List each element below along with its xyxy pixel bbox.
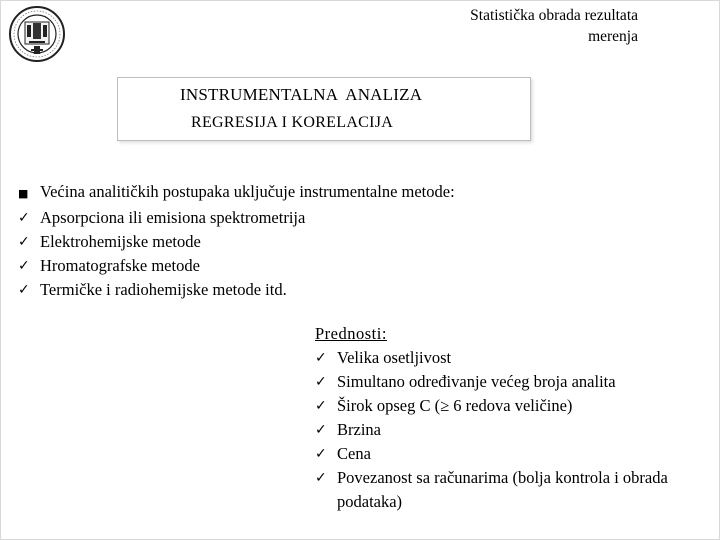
check-icon: ✓ xyxy=(315,446,327,462)
list-item-text: Povezanost sa računarima (bolja kontrola i obrada podataka) xyxy=(337,468,668,511)
list-item xyxy=(18,278,455,302)
intro-list xyxy=(18,180,455,302)
list-item-text: Širok opseg C (≥ 6 redova veličine) xyxy=(337,396,573,415)
list-item xyxy=(315,370,682,394)
check-icon: ✓ xyxy=(315,398,327,414)
advantages-list xyxy=(315,346,682,514)
list-item-text: Velika osetljivost xyxy=(337,348,452,367)
title-box xyxy=(117,77,531,141)
intro-lead-item xyxy=(18,180,455,206)
check-icon: ✓ xyxy=(315,374,327,390)
list-item xyxy=(315,466,682,514)
list-item-text: Simultano određivanje većeg broja analita xyxy=(337,372,616,391)
title-line-instrumental: INSTRUMENTALNA ANALIZA xyxy=(180,85,423,104)
header-title-line1: Statistička obrada rezultata xyxy=(470,7,638,24)
check-icon: ✓ xyxy=(18,234,30,250)
check-icon: ✓ xyxy=(18,282,30,298)
list-item xyxy=(315,346,682,370)
list-item-text: Hromatografske metode xyxy=(40,256,200,275)
check-icon: ✓ xyxy=(18,258,30,274)
check-icon: ✓ xyxy=(18,210,30,226)
intro-lead-text: Većina analitičkih postupaka uključuje instrumentalne metode: xyxy=(40,182,455,201)
list-item-text: Brzina xyxy=(337,420,381,439)
university-seal-icon xyxy=(8,5,66,63)
list-item-text: Termičke i radiohemijske metode itd. xyxy=(40,280,287,299)
check-icon: ✓ xyxy=(315,350,327,366)
list-item xyxy=(18,230,455,254)
list-item xyxy=(18,206,455,230)
advantages-section xyxy=(315,322,682,514)
check-icon: ✓ xyxy=(315,422,327,438)
title-line-regression: REGRESIJA I KORELACIJA xyxy=(191,114,394,131)
list-item xyxy=(315,442,682,466)
header-title xyxy=(378,5,638,47)
list-item xyxy=(18,254,455,278)
list-item-text: Elektrohemijske metode xyxy=(40,232,201,251)
list-item-text: Apsorpciona ili emisiona spektrometrija xyxy=(40,208,306,227)
list-item-text: Cena xyxy=(337,444,371,463)
list-item xyxy=(315,418,682,442)
check-icon: ✓ xyxy=(315,470,327,486)
list-item xyxy=(315,394,682,418)
header-title-line2: merenja xyxy=(588,28,638,45)
advantages-heading: Prednosti: xyxy=(315,324,387,343)
square-bullet-icon: ■ xyxy=(18,187,29,200)
